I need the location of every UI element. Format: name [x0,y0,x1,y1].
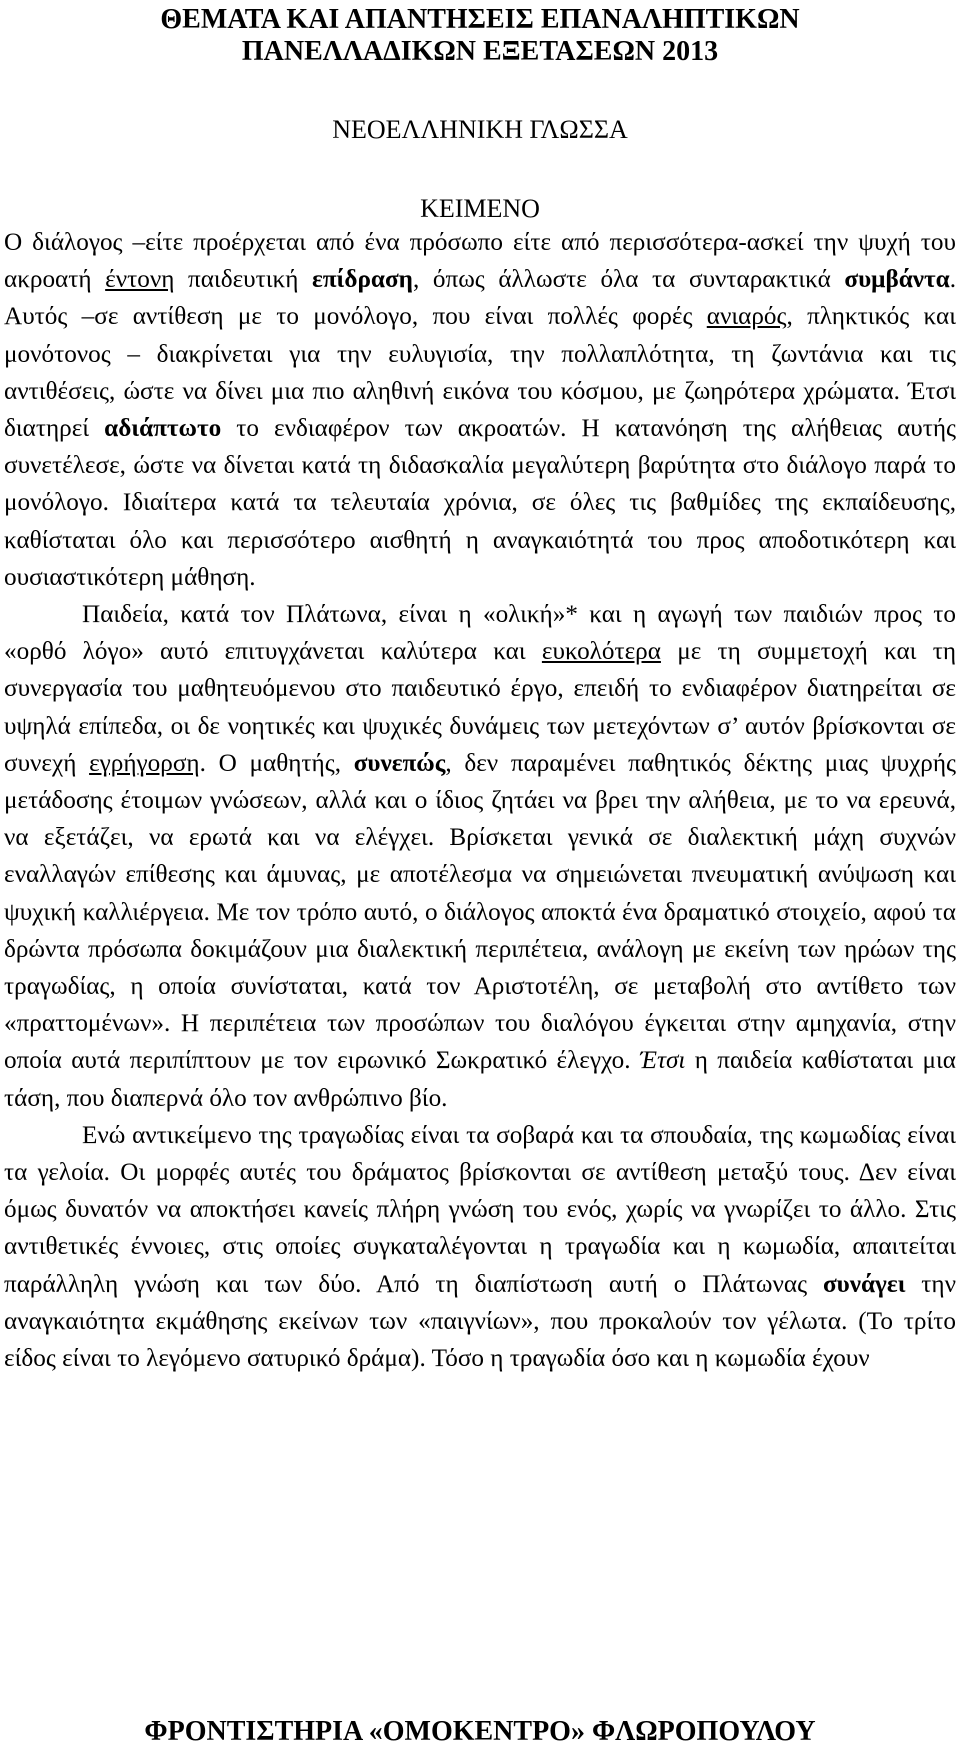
underlined-word: έντονη [105,266,175,294]
text-run: η παιδεία καθίσταται μια τάση, που διαπερνά όλο τον ανθρώπινο βίο. [4,1047,956,1112]
text-run: παιδευτική [174,266,312,294]
underlined-word: ανιαρός [706,303,787,331]
text-run: . Ο μαθητής, [199,749,354,777]
document-title-line-1: ΘΕΜΑΤΑ ΚΑΙ ΑΠΑΝΤΗΣΕΙΣ ΕΠΑΝΑΛΗΠΤΙΚΩΝ [160,4,800,35]
paragraph-1 [4,224,956,596]
document-body [4,224,956,1377]
text-run: Ο διάλογος –είτε προέρχεται από ένα πρόσωπο είτε από περισσότερα-ασκεί την ψυχή του ακροατή [4,229,956,294]
bold-word: επίδραση [312,266,413,294]
italic-word: Έτσι [639,1047,686,1075]
document-title-line-2: ΠΑΝΕΛΛΑΔΙΚΩΝ ΕΞΕΤΑΣΕΩΝ 2013 [241,36,719,67]
footer-publisher: ΦΡΟΝΤΙΣΤΗΡΙΑ «ΟΜΟΚΕΝΤΡΟ» ΦΛΩΡΟΠΟΥΛΟΥ [144,1716,816,1747]
text-run: , πληκτικός και μονότονος – διακρίνεται για την ευλυγισία, την πολλαπλότητα, τη ζωντάνια και τις αντιθέσεις, ώστε να δίνει μια πιο αληθινή εικόνα του κόσμου, με ζωηρότερα χρώματα. Έτσι διατηρεί [4,303,956,443]
paragraph-3 [4,1117,956,1377]
text-run: , όπως άλλωστε όλα τα συνταρακτικά [412,266,845,294]
bold-word: συνεπώς [353,749,446,777]
text-run: . Αυτός –σε αντίθεση με το μονόλογο, που είναι πολλές φορές [4,266,956,331]
text-run: με τη συμμετοχή και τη συνεργασία του μαθητευόμενου στο παιδευτικό έργο, επειδή το ενδιαφέρον διατηρείται σε υψηλά επίπεδα, οι δε νοητικές και ψυχικές δυνάμεις των μετεχόντων σ’ αυτόν βρίσκονται σε συνεχή [4,638,956,777]
bold-word: αδιάπτωτο [104,415,222,443]
text-run: Ενώ αντικείμενο της τραγωδίας είναι τα σοβαρά και τα σπουδαία, της κωμωδίας είναι τα γελοία. Οι μορφές αυτές του δράματος βρίσκονται σε αντίθεση μεταξύ τους. Δεν είναι όμως δυνατόν να αποκτήσει κανείς πλήρη γνώση του ενός, χωρίς να γνωρίζει το άλλο. Στις αντιθετικές έννοιες, στις οποίες συγκαταλέγονται η τραγωδία και η κωμωδία, απαιτείται παράλληλη γνώση και των δύο. Από τη διαπίστωση αυτή ο Πλάτωνας [4,1121,956,1298]
text-run: , δεν παραμένει παθητικός δέκτης μιας ψυχρής μετάδοσης έτοιμων γνώσεων, αλλά και ο ίδιος ζητάει να βρει την αλήθεια, με το να ερευνά, να εξετάζει, να ερωτά και να ελέγχει. Βρίσκεται γενικά σε διαλεκτική μάχη συχνών εναλλαγών επίθεσης και άμυνας, με αποτέλεσμα να σημειώνεται πνευματική ανύψωση και ψυχική καλλιέργεια. Με τον τρόπο αυτό, ο διάλογος αποκτά ένα δραματικό στοιχείο, αφού τα δρώντα πρόσωπα δοκιμάζουν μια διαλεκτική περιπέτεια, ανάλογη με εκείνη των ηρώων της τραγωδίας, η οποία συνίσταται, κατά τον Αριστοτέλη, σε μεταβολή στο αντίθετο των «πραττομένων». Η περιπέτεια των προσώπων του διαλόγου έγκειται στην αμηχανία, στην οποία αυτά περιπίπτουν με τον ειρωνικό Σωκρατικό έλεγχο. [4,749,956,1075]
underlined-word: εγρήγορση [89,749,200,777]
underlined-word: ευκολότερα [541,638,661,666]
paragraph-2 [4,596,956,1117]
text-run: Παιδεία, κατά τον Πλάτωνα, είναι η «ολική»* και η αγωγή των παιδιών προς το «ορθό λόγο» αυτό επιτυγχάνεται καλύτερα και [4,601,956,666]
bold-word: συνάγει [822,1270,906,1298]
bold-word: συμβάντα [844,266,950,294]
section-label: ΚΕΙΜΕΝΟ [420,194,540,223]
text-run: την αναγκαιότητα εκμάθησης εκείνων των «παιγνίων», που προκαλούν τον γέλωτα. (Το τρίτο είδος είναι το λεγόμενο σατυρικό δράμα). Τόσο η τραγωδία όσο και η κωμωδία έχουν [4,1270,956,1373]
subject-heading: ΝΕΟΕΛΛΗΝΙΚΗ ΓΛΩΣΣΑ [332,115,628,144]
text-run: το ενδιαφέρον των ακροατών. Η κατανόηση της αλήθειας αυτής συνετέλεσε, ώστε να δίνεται κατά τη διδασκαλία μεγαλύτερη βαρύτητα στο διάλογο παρά το μονόλογο. Ιδιαίτερα κατά τα τελευταία χρόνια, σε όλες τις βαθμίδες της εκπαίδευσης, καθίσταται όλο και περισσότερο αισθητή η αναγκαιότητά του προς αποδοτικότερη και ουσιαστικότερη μάθηση. [4,415,956,591]
